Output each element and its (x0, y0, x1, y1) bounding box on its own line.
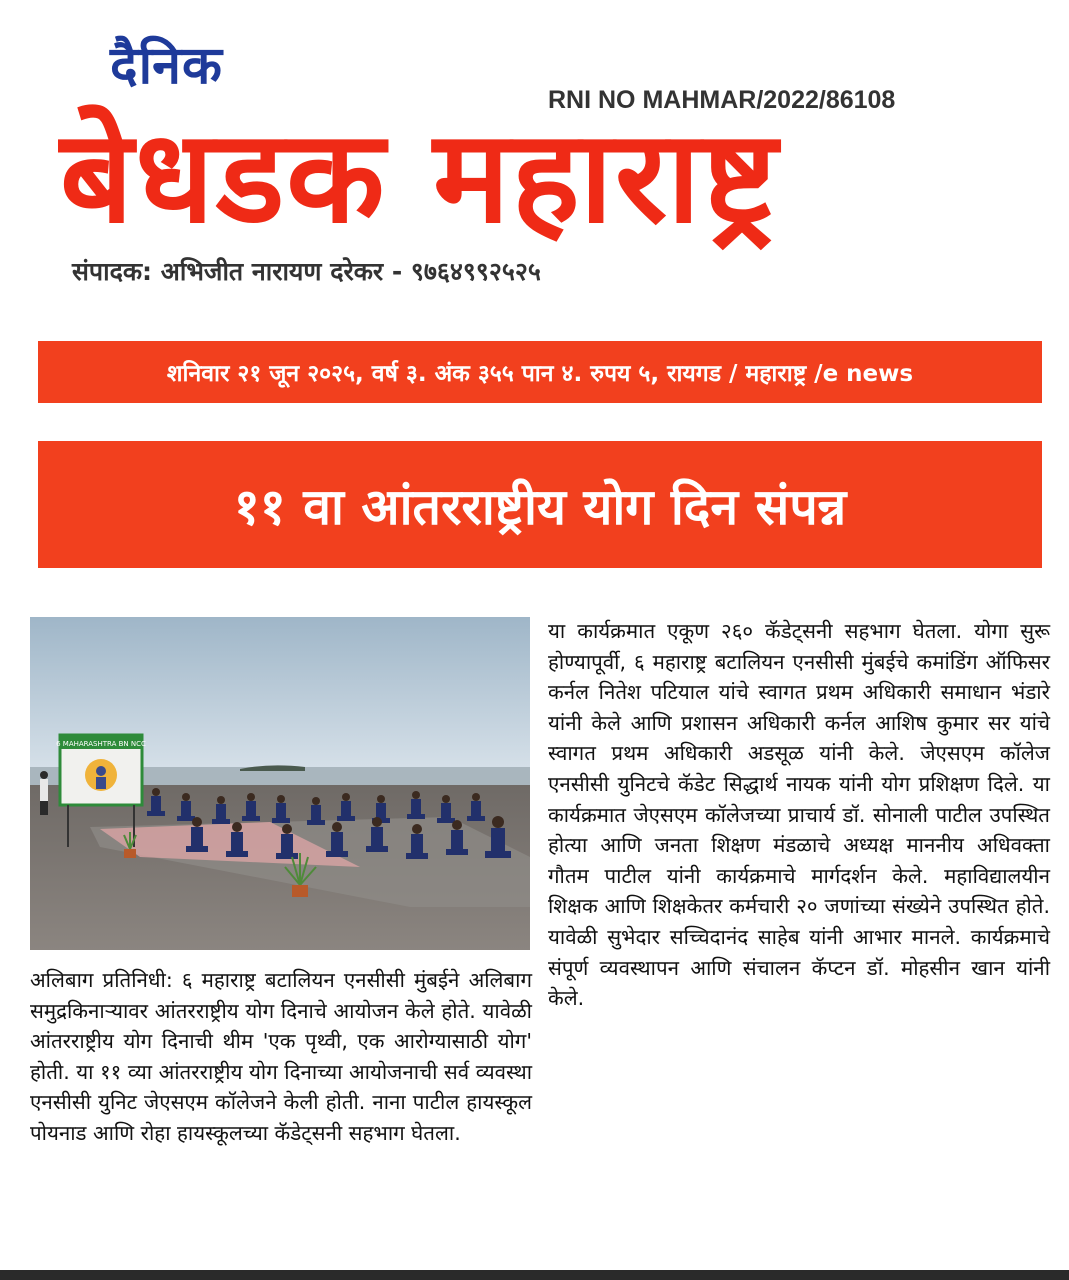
dateline-bar (38, 341, 1042, 403)
bottom-border (0, 1270, 1069, 1280)
article-left-text: अलिबाग प्रतिनिधी: ६ महाराष्ट्र बटालियन एनसीसी मुंबईने अलिबाग समुद्रकिनाऱ्यावर आंतरराष्ट्रीय योग दिनाचे आयोजन केले होते. यावेळी आंतरराष्ट्रीय योग दिनाची थीम 'एक पृथ्वी, एक आरोग्यासाठी योग' होती. या ११ व्या आंतरराष्ट्रीय योग दिनाच्या आयोजनाची सर्व व्यवस्था एनसीसी युनिट जेएसएम कॉलेजने केली होती. नाना पाटील हायस्कूल पोयनाड आणि रोहा हायस्कूलच्या कॅडेट्सनी सहभाग घेतला. (30, 968, 532, 1145)
dateline-text: शनिवार २१ जून २०२५, वर्ष ३. अंक ३५५ पान ४. रुपय ५, रायगड / महाराष्ट्र /e news (166, 361, 914, 387)
editor-line: संपादक: अभिजीत नारायण दरेकर - ९७६४९९२५२५ (72, 257, 541, 286)
headline-text: ११ वा आंतरराष्ट्रीय योग दिन संपन्न (233, 477, 847, 536)
headline-bar (38, 441, 1042, 568)
article-photo (30, 617, 530, 950)
rni-number: RNI NO MAHMAR/2022/86108 (548, 86, 896, 114)
article-column-right (548, 616, 1050, 1014)
article-column-left (30, 965, 532, 1149)
article-right-text: या कार्यक्रमात एकूण २६० कॅडेट्सनी सहभाग घेतला. योगा सुरू होण्यापूर्वी, ६ महाराष्ट्र बटालियन एनसीसी मुंबईचे कमांडिंग ऑफिसर कर्नल नितेश पटियाल यांचे स्वागत प्रथम अधिकारी समाधान भंडारे यांनी केले आणि प्रशासन अधिकारी कर्नल आशिष कुमार सर यांचे स्वागत प्रथम अधिकारी अडसूळ यांनी केले. जेएसएम कॉलेज एनसीसी युनिटचे कॅडेट सिद्धार्थ नायक यांनी योग प्रशिक्षण दिले. या कार्यक्रमात जेएसएम कॉलेजच्या प्राचार्य डॉ. सोनाली पाटील उपस्थित होत्या आणि जनता शिक्षण मंडळाचे अध्यक्ष माननीय अधिवक्ता गौतम पाटील यांनी कार्यक्रमाचे मार्गदर्शन केले. महाविद्यालयीन शिक्षक आणि शिक्षकेतर कर्मचारी २० जणांच्या संख्येने उपस्थित होते. यावेळी सुभेदार सच्चिदानंद साहेब यांनी आभार मानले. कार्यक्रमाचे संपूर्ण व्यवस्थापन आणि संचालन कॅप्टन डॉ. मोहसीन खान यांनी केले. (548, 619, 1050, 1011)
yoga-beach-photo (30, 617, 530, 950)
banner-text: 6 MAHARASHTRA BN NCC (56, 740, 146, 748)
newspaper-name: बेधडक महाराष्ट्र (60, 103, 780, 252)
masthead-dainik: दैनिक (110, 36, 223, 96)
masthead (0, 0, 1069, 330)
